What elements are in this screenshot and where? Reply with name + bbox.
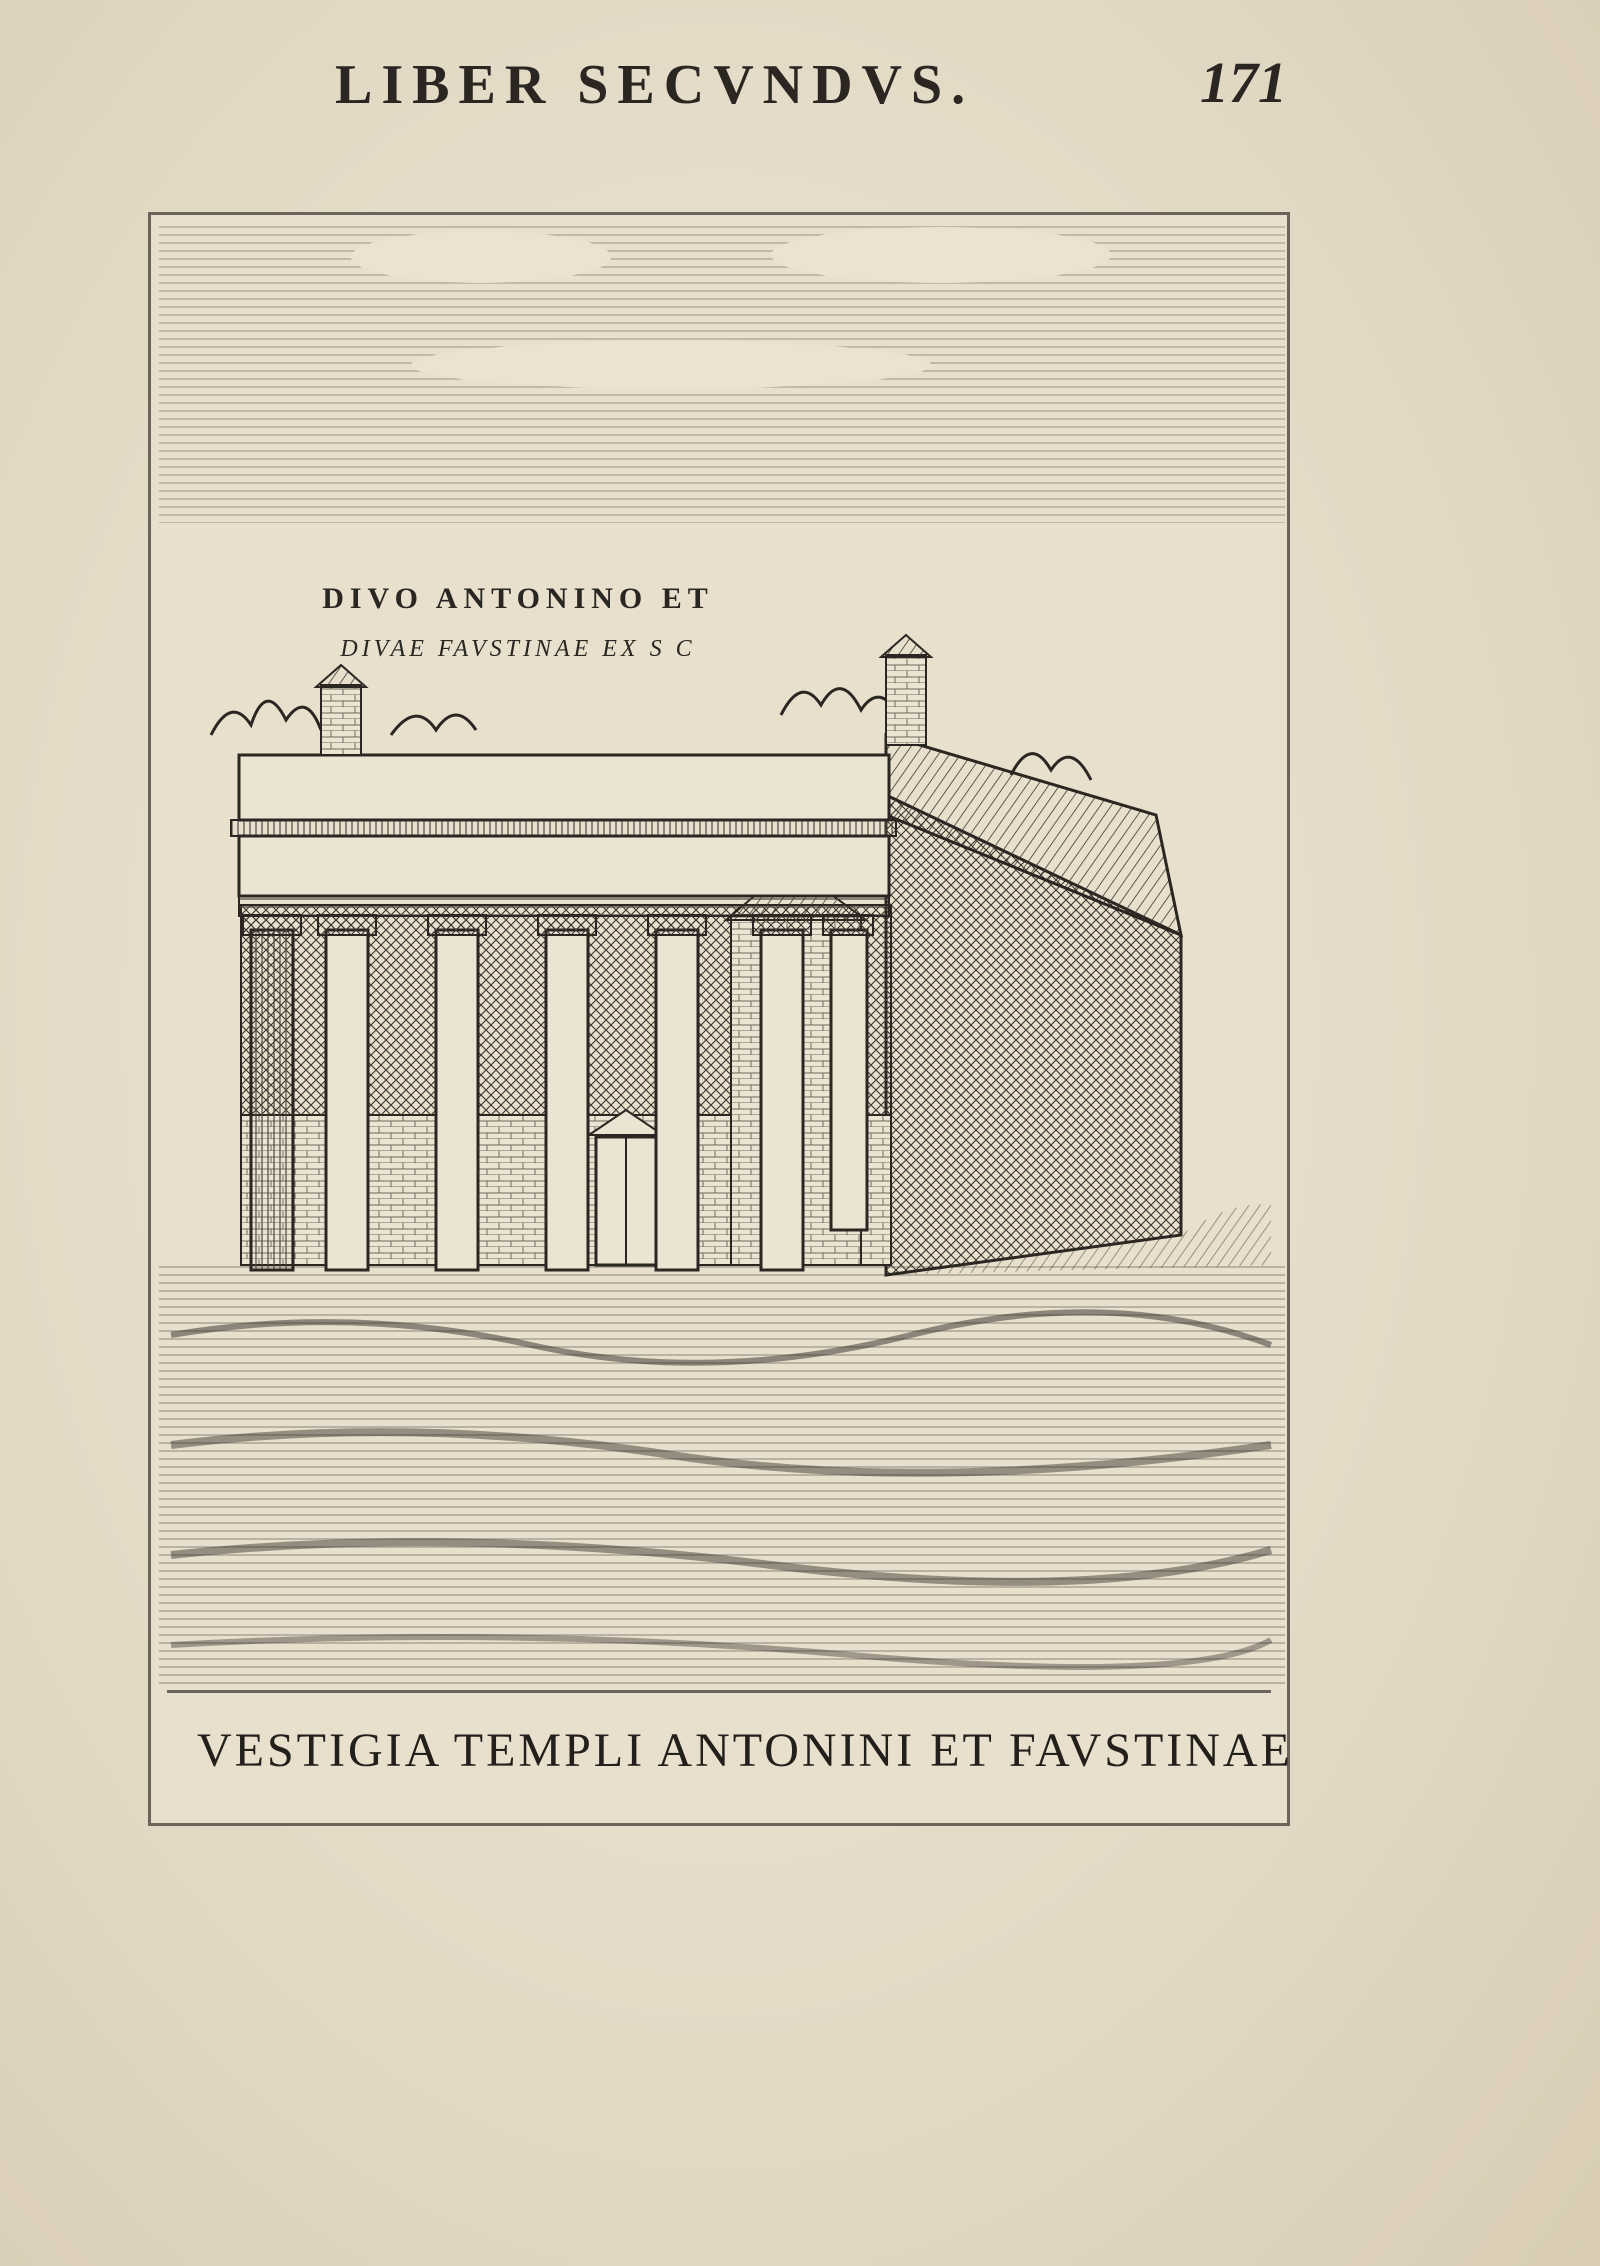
- temple-door: [589, 1110, 663, 1265]
- temple-engraving: [151, 215, 1293, 1829]
- page-number: 171: [1200, 50, 1287, 115]
- temple-columns: [243, 915, 873, 1270]
- engraving-plate: [148, 212, 1293, 1826]
- plate-caption: VESTIGIA TEMPLI ANTONINI ET FAVSTINAE: [197, 1724, 1293, 1777]
- ground-hatching: [159, 1265, 1285, 1685]
- page-header: [0, 45, 1600, 125]
- caption-band: [167, 1690, 1293, 1811]
- sky-hatching: [159, 223, 1285, 523]
- inscription-line-2: DIVAE FAVSTINAE EX S C: [340, 636, 696, 662]
- running-head: LIBER SECVNDVS.: [335, 54, 975, 116]
- inscription-line-1: DIVO ANTONINO ET: [322, 582, 714, 615]
